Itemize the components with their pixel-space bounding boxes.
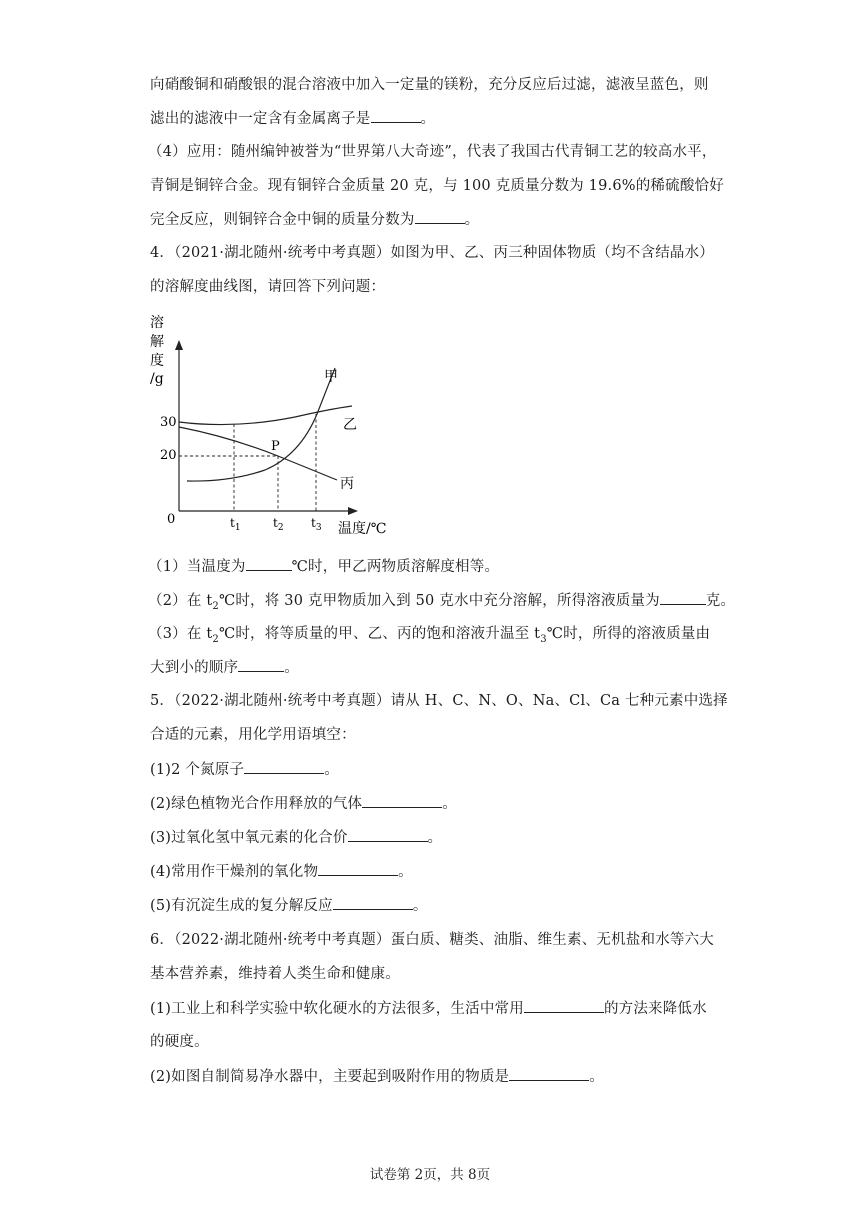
- text-line: (2)绿色植物光合作用释放的气体 。: [150, 793, 725, 814]
- x-axis-arrow: [348, 507, 358, 515]
- y-axis-label-char: 度: [150, 353, 164, 369]
- curve-label-yi: 乙: [343, 417, 357, 433]
- question-4-stem: 4．（2021·湖北随州·统考中考真题）如图为甲、乙、丙三种固体物质（均不含结晶水）: [150, 245, 714, 261]
- text-line: (4)常用作干燥剂的氧化物 。: [150, 861, 725, 882]
- y-tick-label: 30: [160, 415, 177, 430]
- curve-label-jia: 甲: [324, 369, 338, 385]
- text-line: 青铜是铜锌合金。现有铜锌合金质量 20 克，与 100 克质量分数为 19.6%的稀硫酸恰好: [150, 178, 724, 194]
- answer-blank[interactable]: [524, 998, 604, 1013]
- text-line: 的硬度。: [150, 1034, 209, 1050]
- y-tick-label: 20: [160, 448, 177, 463]
- text-line: 滤出的滤液中一定含有金属离子是 。: [150, 108, 725, 129]
- answer-blank[interactable]: [509, 1066, 589, 1081]
- text-line: (5)有沉淀生成的复分解反应 。: [150, 895, 725, 916]
- y-axis-label-char: 解: [150, 334, 164, 350]
- answer-blank[interactable]: [318, 861, 398, 876]
- text-line: (1)2 个氮原子 。: [150, 759, 725, 780]
- text-line: 合适的元素，用化学用语填空：: [150, 727, 356, 743]
- answer-blank[interactable]: [333, 895, 413, 910]
- text-line: （3）在 $t_2℃$时，将等质量的甲、乙、丙的饱和溶液升温至 $t_3℃$时，所得的溶液质量由: [148, 626, 711, 645]
- text-line: 大到小的顺序 。: [150, 657, 725, 678]
- y-axis-arrow: [175, 340, 183, 350]
- text-line: 完全反应，则铜锌合金中铜的质量分数为 。: [150, 209, 725, 230]
- answer-blank[interactable]: [371, 108, 421, 123]
- answer-blank[interactable]: [348, 827, 428, 842]
- text-line: （1）当温度为 ℃时，甲乙两物质溶解度相等。: [148, 556, 723, 577]
- intersection-point-label: P: [271, 439, 280, 454]
- x-tick-label: $t_2$: [273, 516, 284, 533]
- curve-label-bing: 丙: [340, 476, 354, 492]
- curve-yi: [179, 406, 352, 425]
- text-line: 的溶解度曲线图，请回答下列问题：: [150, 279, 386, 295]
- answer-blank[interactable]: [660, 590, 706, 605]
- page-footer: 试卷第 2页，共 8页: [369, 1167, 491, 1183]
- x-axis-label: 温度/℃: [338, 521, 387, 537]
- text-line: (2)如图自制简易净水器中，主要起到吸附作用的物质是 。: [150, 1066, 725, 1087]
- solubility-curve-figure: [145, 308, 405, 544]
- question-6-stem: 6．（2022·湖北随州·统考中考真题）蛋白质、糖类、油脂、维生素、无机盐和水等六大: [150, 932, 714, 948]
- text-line: 向硝酸铜和硝酸银的混合溶液中加入一定量的镁粉，充分反应后过滤，滤液呈蓝色，则: [150, 77, 709, 93]
- answer-blank[interactable]: [238, 657, 284, 672]
- text-line: (1)工业上和科学实验中软化硬水的方法很多，生活中常用 的方法来降低水: [150, 998, 725, 1019]
- y-axis-label-char: 溶: [150, 315, 164, 331]
- answer-blank[interactable]: [415, 209, 465, 224]
- text-line: (3)过氧化氢中氧元素的化合价 。: [150, 827, 725, 848]
- text-line: （4）应用：随州编钟被誉为“世界第八大奇迹”，代表了我国古代青铜工艺的较高水平，: [148, 144, 717, 160]
- answer-blank[interactable]: [362, 793, 442, 808]
- text-line: （2）在 $t_2℃$时，将 30 克甲物质加入到 50 克水中充分溶解，所得溶液质量为 克。: [148, 590, 723, 617]
- answer-blank[interactable]: [244, 759, 324, 774]
- text-line: 基本营养素，维持着人类生命和健康。: [150, 966, 400, 982]
- x-tick-label: $t_1$: [230, 516, 241, 533]
- x-tick-label: $t_3$: [311, 516, 322, 533]
- question-5-stem: 5．（2022·湖北随州·统考中考真题）请从 H、C、N、O、Na、Cl、Ca 七种元素中选择: [150, 693, 728, 709]
- y-axis-label-char: /g: [150, 371, 164, 387]
- origin-label: 0: [167, 512, 176, 527]
- answer-blank[interactable]: [246, 556, 292, 571]
